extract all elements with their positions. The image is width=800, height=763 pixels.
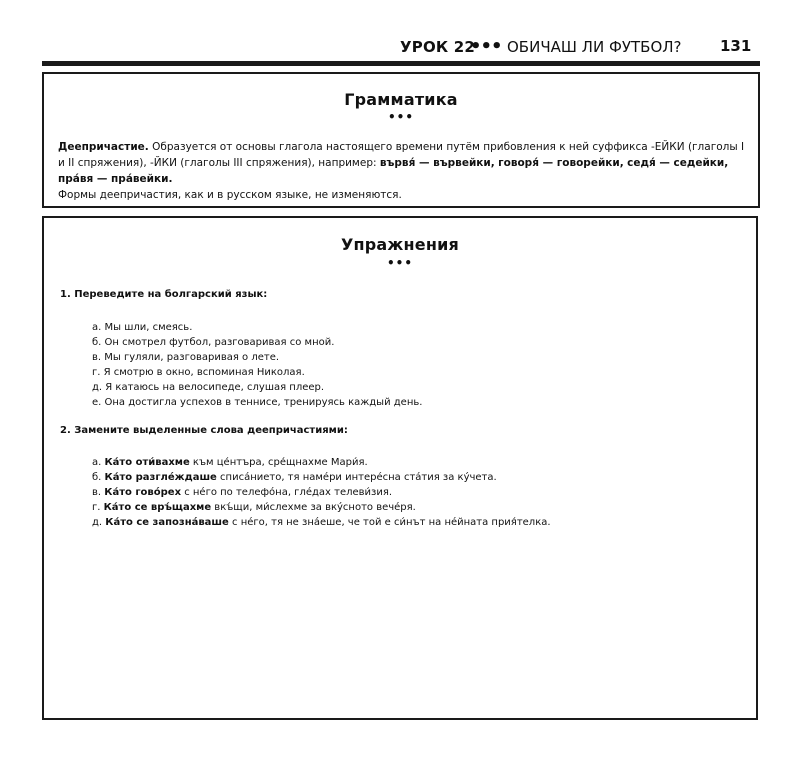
grammar-box (42, 72, 760, 208)
header-separator-dots: ••• (470, 36, 502, 57)
exercises-title: Упражнения (340, 235, 459, 254)
list-item (92, 500, 551, 515)
item-letter: б. (92, 472, 102, 483)
item-text: с нéго по телефóна, глéдах телеви́зия. (184, 487, 393, 498)
item-letter: а. (92, 457, 102, 468)
list-item (92, 470, 551, 485)
exercise-2-list (92, 455, 551, 530)
highlighted-phrase: Ка́то разглéждаше (104, 472, 217, 483)
exercise-2-heading: 2. Замените выделенные слова деепричастиями: (60, 425, 348, 436)
grammar-example: говоря́ — говорейки, (498, 157, 624, 169)
item-text: към це́нтъра, сре́щнахме Мари́я. (192, 457, 368, 468)
highlighted-phrase: Ка́то оти́вахме (104, 457, 190, 468)
header-rule (42, 61, 760, 66)
item-text: вкъ́щи, ми́слехме за вкýсното вечéря. (214, 502, 416, 513)
list-item: г. Я смотрю в окно, вспоминая Николая. (92, 367, 305, 378)
highlighted-phrase: Ка́то се връ́щахме (103, 502, 212, 513)
grammar-dots: ••• (387, 110, 414, 124)
list-item: а. Мы шли, смеясь. (92, 322, 193, 333)
list-item: е. Она достигла успехов в теннисе, тренируясь каждый день. (92, 397, 423, 408)
exercises-dots: ••• (386, 256, 413, 270)
grammar-rule-text (58, 139, 748, 203)
grammar-title: Грамматика (344, 90, 458, 109)
page-header (400, 34, 760, 60)
grammar-term: Деепричастие. (58, 141, 149, 153)
item-letter: в. (92, 487, 102, 498)
grammar-note: Формы деепричастия, как и в русском языке, не изменяются. (58, 189, 402, 201)
list-item (92, 515, 551, 530)
highlighted-phrase: Ка́то говóрех (104, 487, 182, 498)
list-item: б. Он смотрел футбол, разговаривая со мной. (92, 337, 335, 348)
exercises-box (42, 216, 758, 720)
list-item: д. Я катаюсь на велосипеде, слушая плеер. (92, 382, 325, 393)
lesson-title: ОБИЧАШ ЛИ ФУТБОЛ? (507, 38, 682, 56)
exercise-1-heading: 1. Переведите на болгарский язык: (60, 289, 268, 300)
grammar-example: пра́вя — пра́вейки. (58, 173, 173, 185)
list-item: в. Мы гуляли, разговаривая о лете. (92, 352, 280, 363)
grammar-explanation: Образуется от основы глагола настоящего времени путём прибовления к ней суффикса -ЕЙКИ (глаголы I и II спряжения), -ЙКИ (глаголы III спряжения), например: (58, 141, 745, 169)
list-item (92, 485, 551, 500)
item-letter: д. (92, 517, 103, 528)
page-number: 131 (720, 37, 752, 55)
exercise-1-list (92, 320, 422, 410)
item-letter: г. (92, 502, 101, 513)
highlighted-phrase: Ка́то се запознáваше (105, 517, 229, 528)
item-text: списáнието, тя намéри интерéсна стáтия за кýчета. (220, 472, 497, 483)
grammar-example: вървя́ — вървейки, (379, 157, 495, 169)
item-text: с нéго, тя не знáеше, че той е си́нът на нéйната прия́телка. (232, 517, 551, 528)
grammar-example: седя́ — седейки, (627, 157, 729, 169)
lesson-number: УРОК 22 (400, 38, 476, 56)
list-item (92, 455, 551, 470)
